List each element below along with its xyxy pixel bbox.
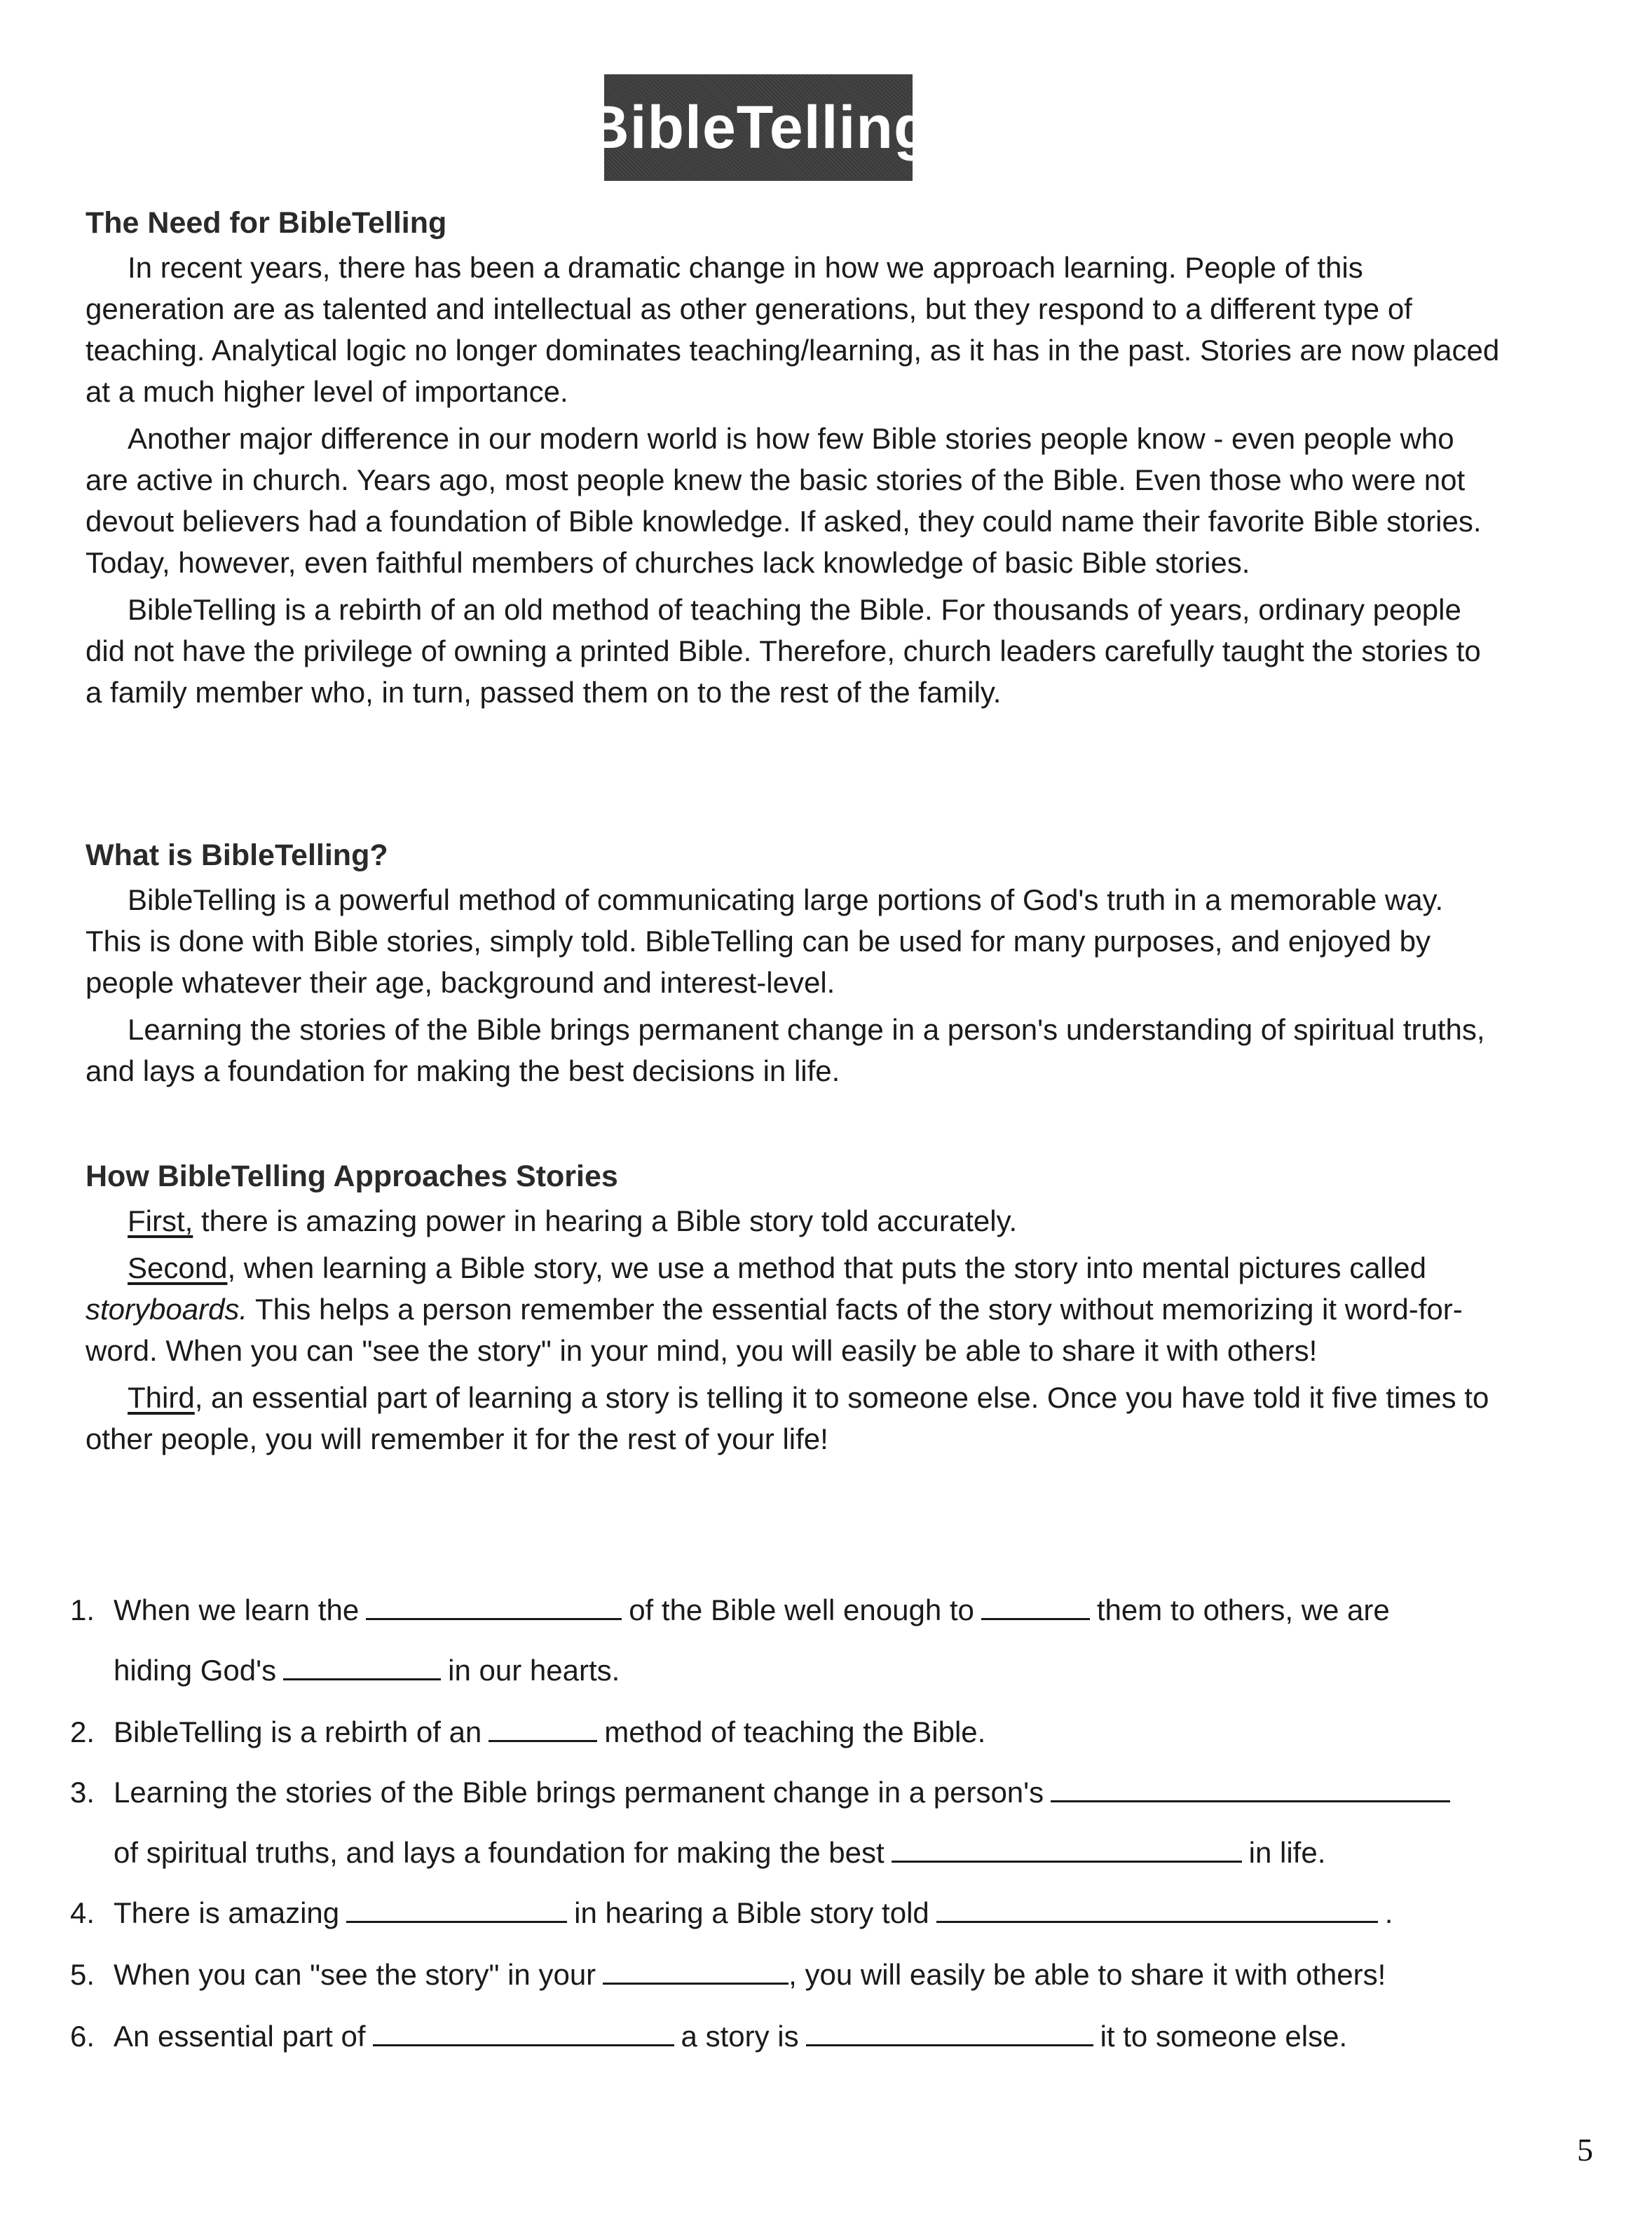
answer-blank[interactable] (603, 1957, 789, 1985)
answer-blank[interactable] (346, 1896, 567, 1923)
question-1: 1. When we learn the of the Bible well enough to them to others, we are (70, 1593, 1390, 1626)
point-third: Third, an essential part of learning a story is telling it to someone else. Once you have told it five times to other people, you will remember it for the rest of your life! (86, 1381, 1489, 1455)
question-5: 5. When you can "see the story" in your , you will easily be able to share it with others! (70, 1958, 1386, 1991)
paragraph: Learning the stories of the Bible brings permanent change in a person's understanding of spiritual truths, and lays a foundation for making the best decisions in life. (86, 1013, 1485, 1087)
page-title: BibleTelling (585, 93, 931, 161)
section-heading: How BibleTelling Approaches Stories (86, 1160, 618, 1193)
section-need (86, 203, 1501, 713)
point-lead: First, (128, 1204, 193, 1237)
question-6: 6. An essential part of a story is it to someone else. (70, 2020, 1348, 2053)
answer-blank[interactable] (981, 1593, 1090, 1620)
question-3-cont: of spiritual truths, and lays a foundation for making the best in life. (114, 1836, 1326, 1869)
question-1-cont: hiding God's in our hearts. (114, 1654, 620, 1687)
section-heading: What is BibleTelling? (86, 838, 388, 872)
point-lead: Second (128, 1251, 228, 1284)
section-heading: The Need for BibleTelling (86, 206, 447, 240)
answer-blank[interactable] (806, 2019, 1093, 2046)
storyboards-term: storyboards. (86, 1293, 248, 1326)
paragraph: BibleTelling is a powerful method of communicating large portions of God's truth in a memorable way. This is done with Bible stories, simply told. BibleTelling can be used for many purposes, and enjoyed by people whatever their age, background and interest-level. (86, 883, 1444, 999)
page-number: 5 (1577, 2132, 1593, 2168)
question-4: 4. There is amazing in hearing a Bible story told . (70, 1896, 1393, 1929)
point-second: Second, when learning a Bible story, we use a method that puts the story into mental pictures called storyboards. This helps a person remember the essential facts of the story without memorizing it word-for-word. When you can "see the story" in your mind, you will easily be able to share it with others! (86, 1251, 1463, 1367)
paragraph: In recent years, there has been a dramatic change in how we approach learning. People of this generation are as talented and intellectual as other generations, but they respond to a different type of teaching. Analytical logic no longer dominates teaching/learning, as it has in the past. Stories are now placed at a much higher level of importance. (86, 251, 1500, 408)
paragraph: Another major difference in our modern world is how few Bible stories people know - even people who are active in church. Years ago, most people knew the basic stories of the Bible. Even those who were not devout believers had a foundation of Bible knowledge. If asked, they could name their favorite Bible stories. Today, however, even faithful members of churches lack knowledge of basic Bible stories. (86, 422, 1482, 579)
point-first: First, there is amazing power in hearing a Bible story told accurately. (128, 1204, 1018, 1237)
section-what-is (86, 836, 1501, 1092)
answer-blank[interactable] (1051, 1775, 1450, 1802)
point-lead: Third (128, 1381, 195, 1414)
answer-blank[interactable] (283, 1653, 441, 1680)
question-3: 3. Learning the stories of the Bible brings permanent change in a person's (70, 1775, 1457, 1809)
paragraph: BibleTelling is a rebirth of an old method of teaching the Bible. For thousands of years, ordinary people did not have the privilege of owning a printed Bible. Therefore, church leaders carefully taught the stories to a family member who, in turn, passed them on to the rest of the family. (86, 593, 1481, 709)
page-title-banner (585, 74, 931, 181)
question-2: 2. BibleTelling is a rebirth of an method of teaching the Bible. (70, 1715, 986, 1748)
section-approaches (86, 1157, 1501, 1460)
answer-blank[interactable] (892, 1835, 1242, 1863)
answer-blank[interactable] (373, 2019, 674, 2046)
answer-blank[interactable] (366, 1593, 622, 1620)
answer-blank[interactable] (489, 1715, 597, 1742)
answer-blank[interactable] (936, 1896, 1378, 1923)
